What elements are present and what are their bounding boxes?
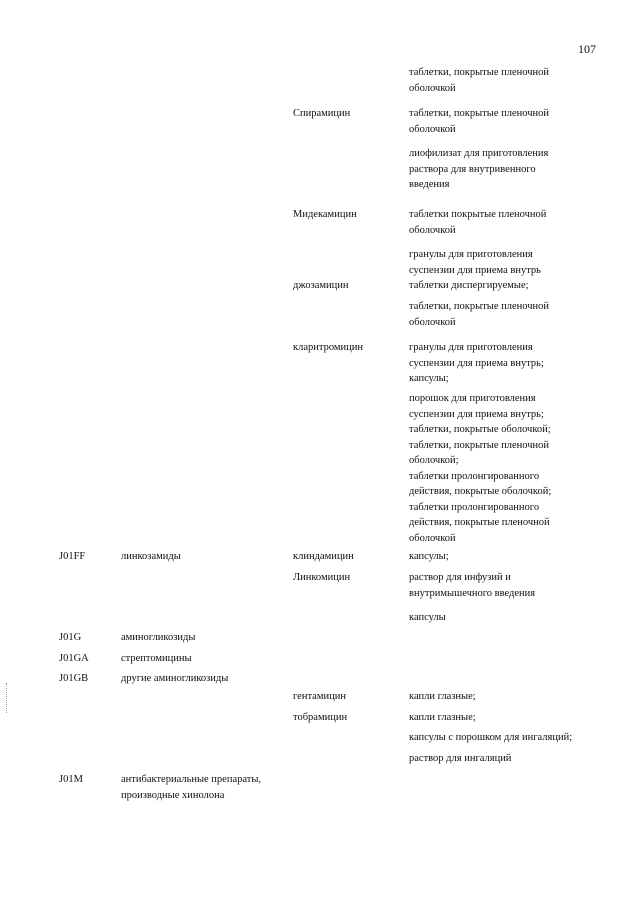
text-line: раствор для инфузий и (409, 572, 511, 583)
dosage-form (409, 207, 546, 238)
dosage-form (409, 340, 544, 387)
text-line: лиофилизат для приготовления (409, 148, 549, 159)
text-line: оболочкой; (409, 455, 459, 466)
text-line: капсулы; (409, 373, 449, 384)
text-line: гранулы для приготовления (409, 249, 533, 260)
scan-edge-marks (6, 683, 8, 713)
page-number: 107 (578, 42, 596, 56)
text-line: оболочкой (409, 316, 456, 328)
text-line: таблетки, покрытые пленочной (409, 67, 550, 78)
drug-name: Спирамицин (293, 108, 351, 119)
dosage-form: раствор для ингаляций (409, 753, 512, 764)
text-line: таблетки пролонгированного (409, 501, 540, 513)
text-line: оболочкой (409, 123, 456, 135)
atc-code: J01FF (59, 551, 86, 562)
dosage-form: капли глазные; (409, 691, 476, 702)
text-line: оболочкой (409, 82, 456, 94)
text-line: суспензии для приема внутрь; (409, 408, 544, 420)
dosage-form (409, 106, 549, 137)
text-line: введения (409, 179, 450, 190)
dosage-form (409, 146, 548, 193)
text-line: таблетки, покрытые пленочной (409, 301, 550, 312)
text-line: суспензии для приема внутрь (409, 264, 541, 276)
text-line: внутримышечного введения (409, 587, 536, 599)
text-line: таблетки пролонгированного (409, 470, 540, 482)
text-line: действия, покрытые оболочкой; (409, 486, 552, 497)
drug-name: кларитромицин (293, 342, 364, 353)
text-line: таблетки, покрытые пленочной (409, 108, 550, 119)
atc-code: J01GA (59, 653, 89, 664)
text-line: таблетки диспергируемые; (409, 280, 529, 291)
drug-name: клиндамицин (293, 551, 354, 562)
drug-name: тобрамицин (293, 712, 348, 723)
text-line: таблетки, покрытые оболочкой; (409, 424, 551, 435)
atc-group: другие аминогликозиды (121, 673, 229, 684)
text-line: порошок для приготовления (409, 393, 536, 404)
drug-name: Мидекамицин (293, 209, 357, 220)
atc-group: линкозамиды (121, 551, 181, 562)
dosage-form (409, 247, 541, 294)
text-line: раствора для внутривенного (409, 163, 536, 175)
text-line: действия, покрытые пленочной (409, 517, 550, 528)
atc-code: J01GB (59, 673, 89, 684)
dosage-form (409, 65, 549, 96)
dosage-form: капсулы (409, 612, 446, 623)
drug-name: Линкомицин (293, 572, 351, 583)
text-line: таблетки, покрытые пленочной (409, 439, 550, 451)
text-line: производные хинолона (121, 789, 225, 801)
atc-group: стрептомицины (121, 653, 192, 664)
text-line: оболочкой (409, 532, 456, 544)
text-line: суспензии для приема внутрь; (409, 357, 544, 369)
drug-name: джозамицин (293, 280, 349, 291)
dosage-form: капсулы; (409, 551, 449, 562)
dosage-form (409, 391, 551, 546)
text-line: оболочкой (409, 224, 456, 236)
dosage-form (409, 299, 549, 330)
dosage-form: капли глазные; (409, 712, 476, 723)
text-line: гранулы для приготовления (409, 342, 533, 353)
atc-group (121, 772, 261, 803)
dosage-form: капсулы с порошком для ингаляций; (409, 732, 573, 743)
dosage-form (409, 570, 535, 601)
atc-code: J01M (59, 774, 83, 785)
atc-group: аминогликозиды (121, 632, 196, 643)
text-line: таблетки покрытые пленочной (409, 209, 547, 220)
atc-code: J01G (59, 632, 82, 643)
drug-name: гентамицин (293, 691, 346, 702)
text-line: антибактериальные препараты, (121, 774, 262, 785)
